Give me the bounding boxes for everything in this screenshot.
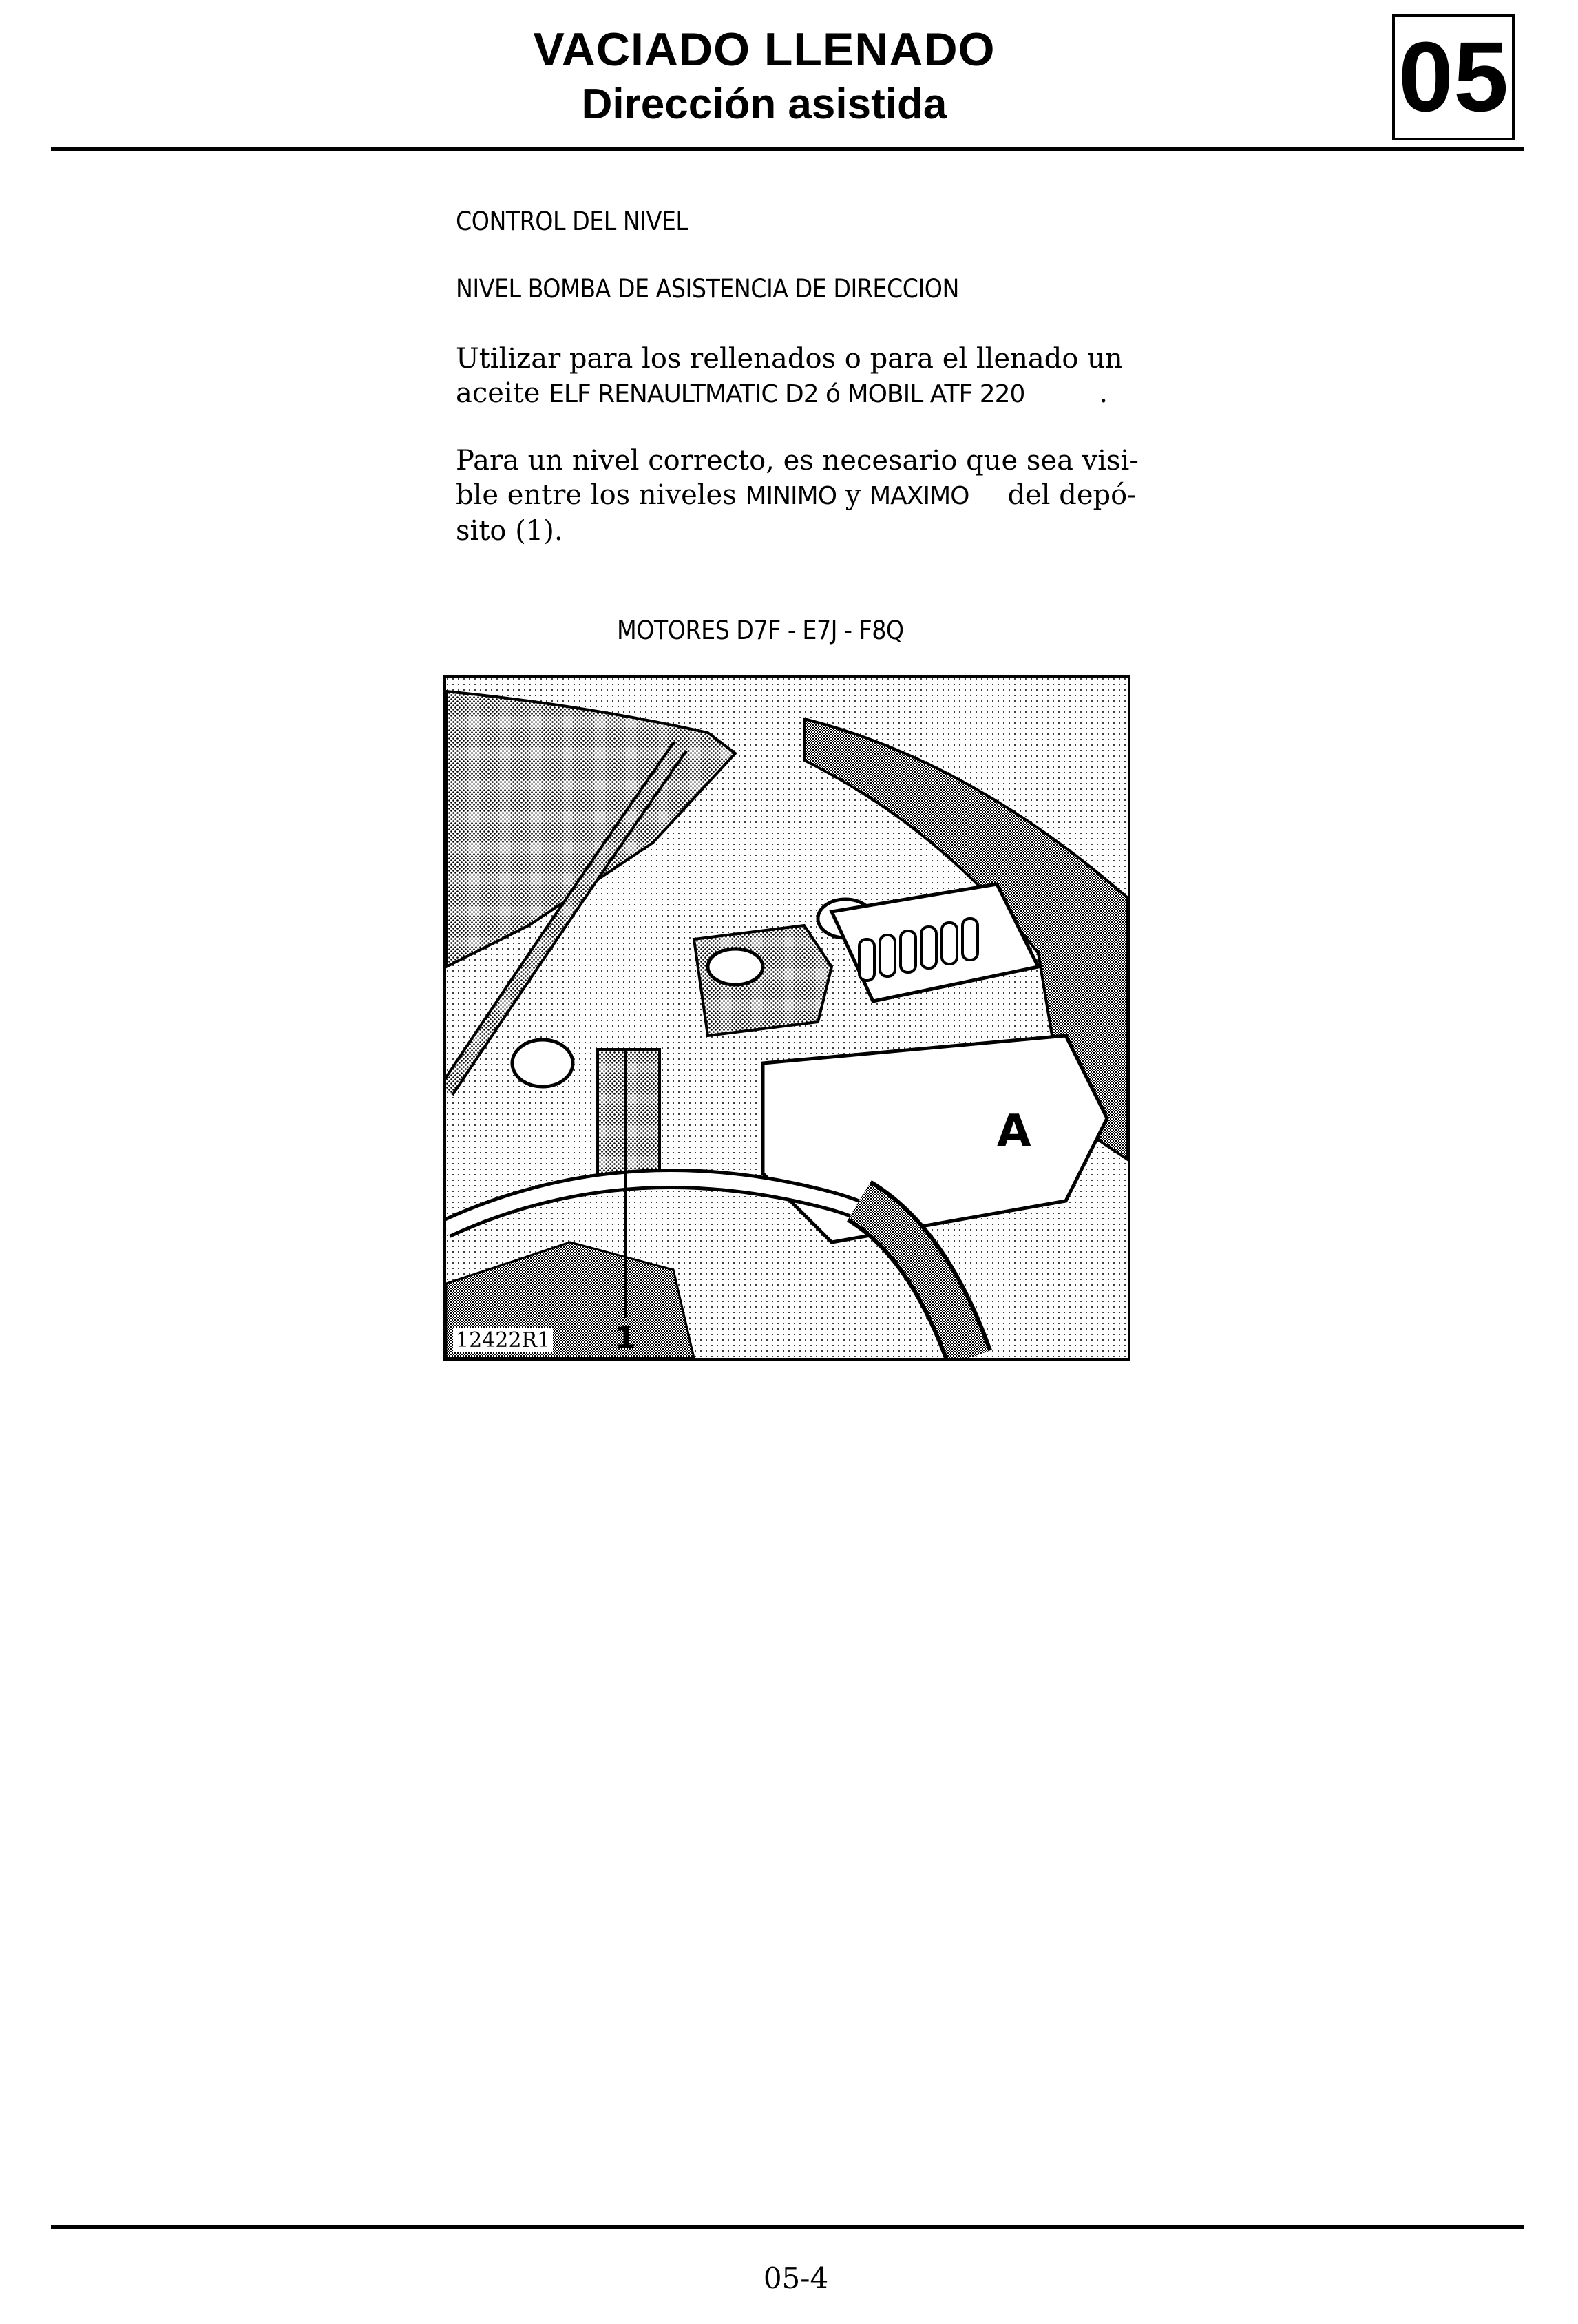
text-fragment: ble entre los niveles [456,479,746,511]
chapter-number-box: 05 [1392,14,1515,140]
level-min-label: MINIMO [745,482,837,510]
text-fragment: y [837,479,870,511]
section-subheading: NIVEL BOMBA DE ASISTENCIA DE DIRECCION [456,274,959,304]
paragraph-line: sito (1). [456,515,563,547]
header-title: VACIADO LLENADO [533,23,996,76]
reservoir-callout: 1 [615,1321,636,1356]
paragraph-line: Para un nivel correcto, es necesario que sea visi- [456,445,1139,477]
section-heading: CONTROL DEL NIVEL [456,207,688,236]
paragraph-oil-type [456,342,1123,412]
page-number: 05-4 [763,2261,829,2295]
figure-reference: 12422R1 [453,1328,553,1352]
text-fragment: aceite [456,377,549,409]
oil-product-name: ELF RENAULTMATIC D2 ó MOBIL ATF 220 [549,380,1025,408]
paragraph-line: Utilizar para los rellenados o para el llenado un [456,343,1123,375]
figure-caption: MOTORES D7F - E7J - F8Q [617,616,904,645]
header-divider [51,147,1524,151]
level-max-label: MAXIMO [870,482,969,510]
text-fragment: . [1099,377,1108,409]
paragraph-line [456,478,1137,514]
paragraph-level-check [456,443,1139,548]
text-fragment: del depó- [1007,479,1137,511]
paragraph-line [456,376,1110,412]
engine-cover-mark: A [997,1106,1031,1157]
engine-bay-illustration [446,678,1128,1358]
header-subtitle: Dirección asistida [581,81,947,128]
engine-bay-figure [443,675,1130,1361]
footer-divider [51,2225,1524,2229]
